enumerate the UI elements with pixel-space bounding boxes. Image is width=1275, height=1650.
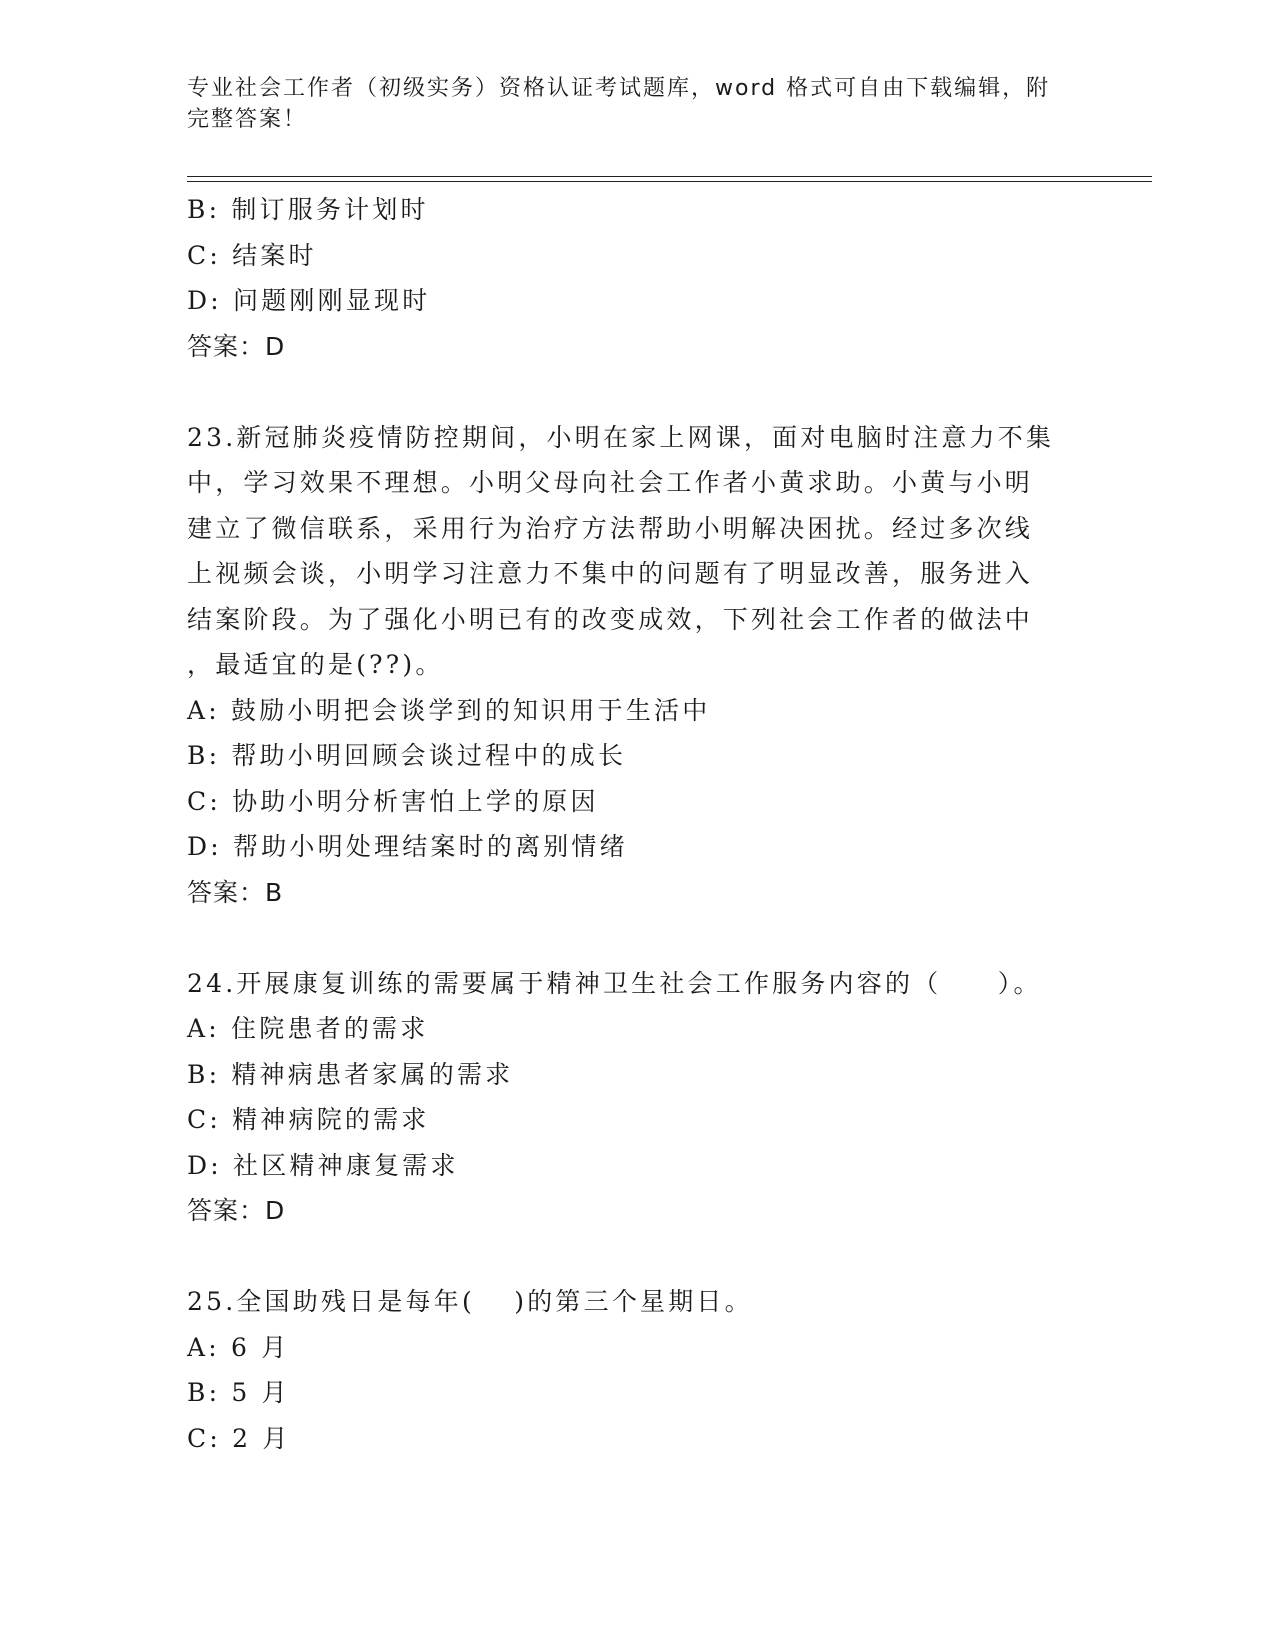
q23-option-d: D: 帮助小明处理结案时的离别情绪 [187,832,628,861]
q23-answer: 答案：B [187,877,284,907]
header-line-1: 专业社会工作者（初级实务）资格认证考试题库，word 格式可自由下载编辑，附 [187,76,1051,101]
q25-option-b: B: 5 月 [187,1378,290,1407]
document-header [187,73,1067,135]
header-divider-bottom [187,181,1152,182]
header-line-2: 完整答案！ [187,107,308,132]
q22-answer: 答案：D [187,331,286,361]
q23-stem-line: 中，学习效果不理想。小明父母向社会工作者小黄求助。小黄与小明 [187,468,1034,497]
question-24 [187,961,1087,1234]
q22-option-c: C: 结案时 [187,240,317,270]
q24-option-d: D: 社区精神康复需求 [187,1150,459,1180]
q24-option-a: A: 住院患者的需求 [187,1014,429,1043]
q23-stem-line: 上视频会谈，小明学习注意力不集中的问题有了明显改善，服务进入 [187,559,1034,588]
spacer [187,369,1087,415]
q25-option-c: C: 2 月 [187,1423,291,1453]
q24-option-c: C: 精神病院的需求 [187,1105,430,1134]
spacer [187,1234,1087,1280]
q23-stem-line: 建立了微信联系，采用行为治疗方法帮助小明解决困扰。经过多次线 [187,513,1034,543]
q24-option-b: B: 精神病患者家属的需求 [187,1059,514,1089]
q23-stem-line: 结案阶段。为了强化小明已有的改变成效，下列社会工作者的做法中 [187,604,1034,634]
question-22 [187,187,1087,369]
q22-option-b: B: 制订服务计划时 [187,195,429,224]
header-divider-top [187,176,1152,177]
question-25 [187,1279,1087,1461]
q24-answer: 答案：D [187,1196,286,1225]
q23-option-a: A: 鼓励小明把会谈学到的知识用于生活中 [187,695,711,725]
q22-option-d: D: 问题刚刚显现时 [187,286,431,315]
question-23 [187,415,1087,916]
q24-stem: 24.开展康复训练的需要属于精神卫生社会工作服务内容的（ ）。 [187,968,1042,998]
question-list [187,187,1087,1461]
q23-stem-line: ，最适宜的是(??)。 [187,650,444,679]
q25-stem: 25.全国助残日是每年( )的第三个星期日。 [187,1287,753,1316]
q23-stem-line: 23.新冠肺炎疫情防控期间，小明在家上网课，面对电脑时注意力不集 [187,422,1055,452]
q25-option-a: A: 6 月 [187,1332,290,1362]
q23-option-c: C: 协助小明分析害怕上学的原因 [187,786,599,816]
spacer [187,915,1087,961]
q23-option-b: B: 帮助小明回顾会谈过程中的成长 [187,741,627,770]
q23-stem [187,415,1077,688]
